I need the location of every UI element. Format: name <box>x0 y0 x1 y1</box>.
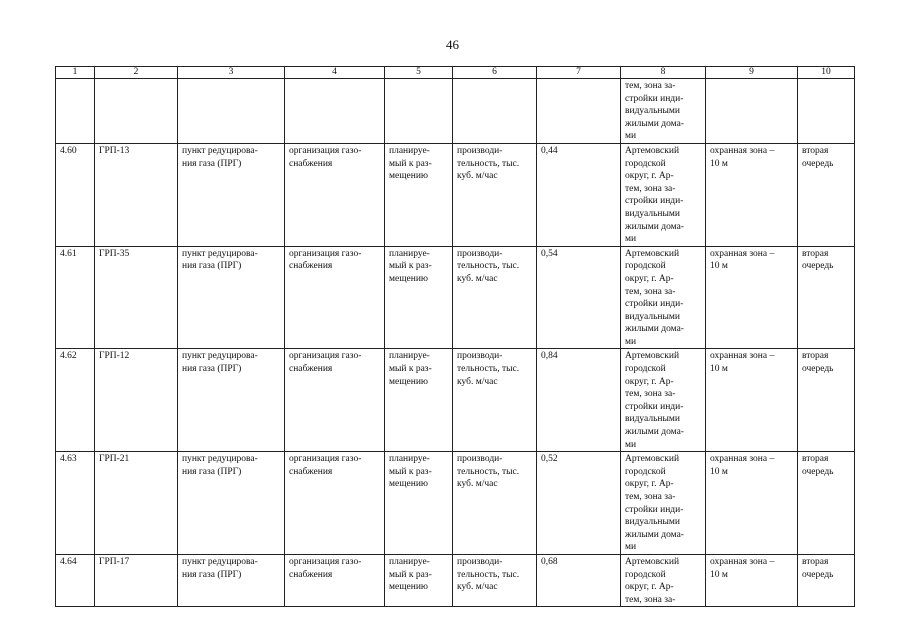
status: планируе- мый к раз- мещению <box>385 554 453 606</box>
parameter-value: 0,68 <box>537 554 621 606</box>
table-row <box>56 349 855 452</box>
column-number: 3 <box>178 67 285 79</box>
empty-cell <box>56 79 95 144</box>
row-number: 4.60 <box>56 143 95 246</box>
parameter: производи- тельность, тыс. куб. м/час <box>453 452 537 555</box>
column-number: 4 <box>285 67 385 79</box>
empty-cell <box>385 79 453 144</box>
page-number: 46 <box>446 37 459 52</box>
empty-cell <box>285 79 385 144</box>
protection-zone: охранная зона – 10 м <box>706 554 798 606</box>
row-number: 4.63 <box>56 452 95 555</box>
status: планируе- мый к раз- мещению <box>385 143 453 246</box>
location: Артемовский городской округ, г. Ар- тем, зона за- <box>621 554 706 606</box>
column-number-row <box>56 67 855 79</box>
organization: организация газо- снабжения <box>285 349 385 452</box>
location: Артемовский городской округ, г. Ар- тем, зона за- стройки инди- видуальными жилыми дома- ми <box>621 143 706 246</box>
column-number: 2 <box>95 67 178 79</box>
column-number: 5 <box>385 67 453 79</box>
table-row <box>56 452 855 555</box>
facilities-table <box>55 66 855 607</box>
column-number: 1 <box>56 67 95 79</box>
protection-zone: охранная зона – 10 м <box>706 246 798 349</box>
empty-cell <box>453 79 537 144</box>
parameter-value: 0,54 <box>537 246 621 349</box>
column-number: 7 <box>537 67 621 79</box>
column-number: 10 <box>798 67 855 79</box>
facility-name: пункт редуцирова- ния газа (ПРГ) <box>178 349 285 452</box>
organization: организация газо- снабжения <box>285 554 385 606</box>
parameter-value: 0,52 <box>537 452 621 555</box>
stage: вторая очередь <box>798 452 855 555</box>
stage: вторая очередь <box>798 143 855 246</box>
parameter: производи- тельность, тыс. куб. м/час <box>453 143 537 246</box>
parameter-value: 0,84 <box>537 349 621 452</box>
facility-name: пункт редуцирова- ния газа (ПРГ) <box>178 452 285 555</box>
organization: организация газо- снабжения <box>285 143 385 246</box>
empty-cell <box>95 79 178 144</box>
row-number: 4.64 <box>56 554 95 606</box>
facility-code: ГРП-12 <box>95 349 178 452</box>
parameter: производи- тельность, тыс. куб. м/час <box>453 349 537 452</box>
protection-zone: охранная зона – 10 м <box>706 452 798 555</box>
location: Артемовский городской округ, г. Ар- тем, зона за- стройки инди- видуальными жилыми дома- ми <box>621 246 706 349</box>
empty-cell <box>537 79 621 144</box>
stage: вторая очередь <box>798 246 855 349</box>
stage: вторая очередь <box>798 554 855 606</box>
parameter-value: 0,44 <box>537 143 621 246</box>
facility-name: пункт редуцирова- ния газа (ПРГ) <box>178 554 285 606</box>
column-number: 8 <box>621 67 706 79</box>
location-cell: тем, зона за- стройки инди- видуальными жилыми дома- ми <box>621 79 706 144</box>
stage: вторая очередь <box>798 349 855 452</box>
empty-cell <box>798 79 855 144</box>
facility-name: пункт редуцирова- ния газа (ПРГ) <box>178 143 285 246</box>
parameter: производи- тельность, тыс. куб. м/час <box>453 246 537 349</box>
protection-zone: охранная зона – 10 м <box>706 349 798 452</box>
location: Артемовский городской округ, г. Ар- тем, зона за- стройки инди- видуальными жилыми дома- ми <box>621 452 706 555</box>
protection-zone: охранная зона – 10 м <box>706 143 798 246</box>
status: планируе- мый к раз- мещению <box>385 349 453 452</box>
facility-code: ГРП-21 <box>95 452 178 555</box>
table-row <box>56 143 855 246</box>
status: планируе- мый к раз- мещению <box>385 246 453 349</box>
empty-cell <box>706 79 798 144</box>
facility-code: ГРП-13 <box>95 143 178 246</box>
parameter: производи- тельность, тыс. куб. м/час <box>453 554 537 606</box>
facility-name: пункт редуцирова- ния газа (ПРГ) <box>178 246 285 349</box>
table-row <box>56 554 855 606</box>
empty-cell <box>178 79 285 144</box>
organization: организация газо- снабжения <box>285 246 385 349</box>
row-number: 4.61 <box>56 246 95 349</box>
column-number: 9 <box>706 67 798 79</box>
facility-code: ГРП-35 <box>95 246 178 349</box>
location: Артемовский городской округ, г. Ар- тем, зона за- стройки инди- видуальными жилыми дома- ми <box>621 349 706 452</box>
facility-code: ГРП-17 <box>95 554 178 606</box>
organization: организация газо- снабжения <box>285 452 385 555</box>
table-row <box>56 246 855 349</box>
column-number: 6 <box>453 67 537 79</box>
continuation-row <box>56 79 855 144</box>
status: планируе- мый к раз- мещению <box>385 452 453 555</box>
row-number: 4.62 <box>56 349 95 452</box>
